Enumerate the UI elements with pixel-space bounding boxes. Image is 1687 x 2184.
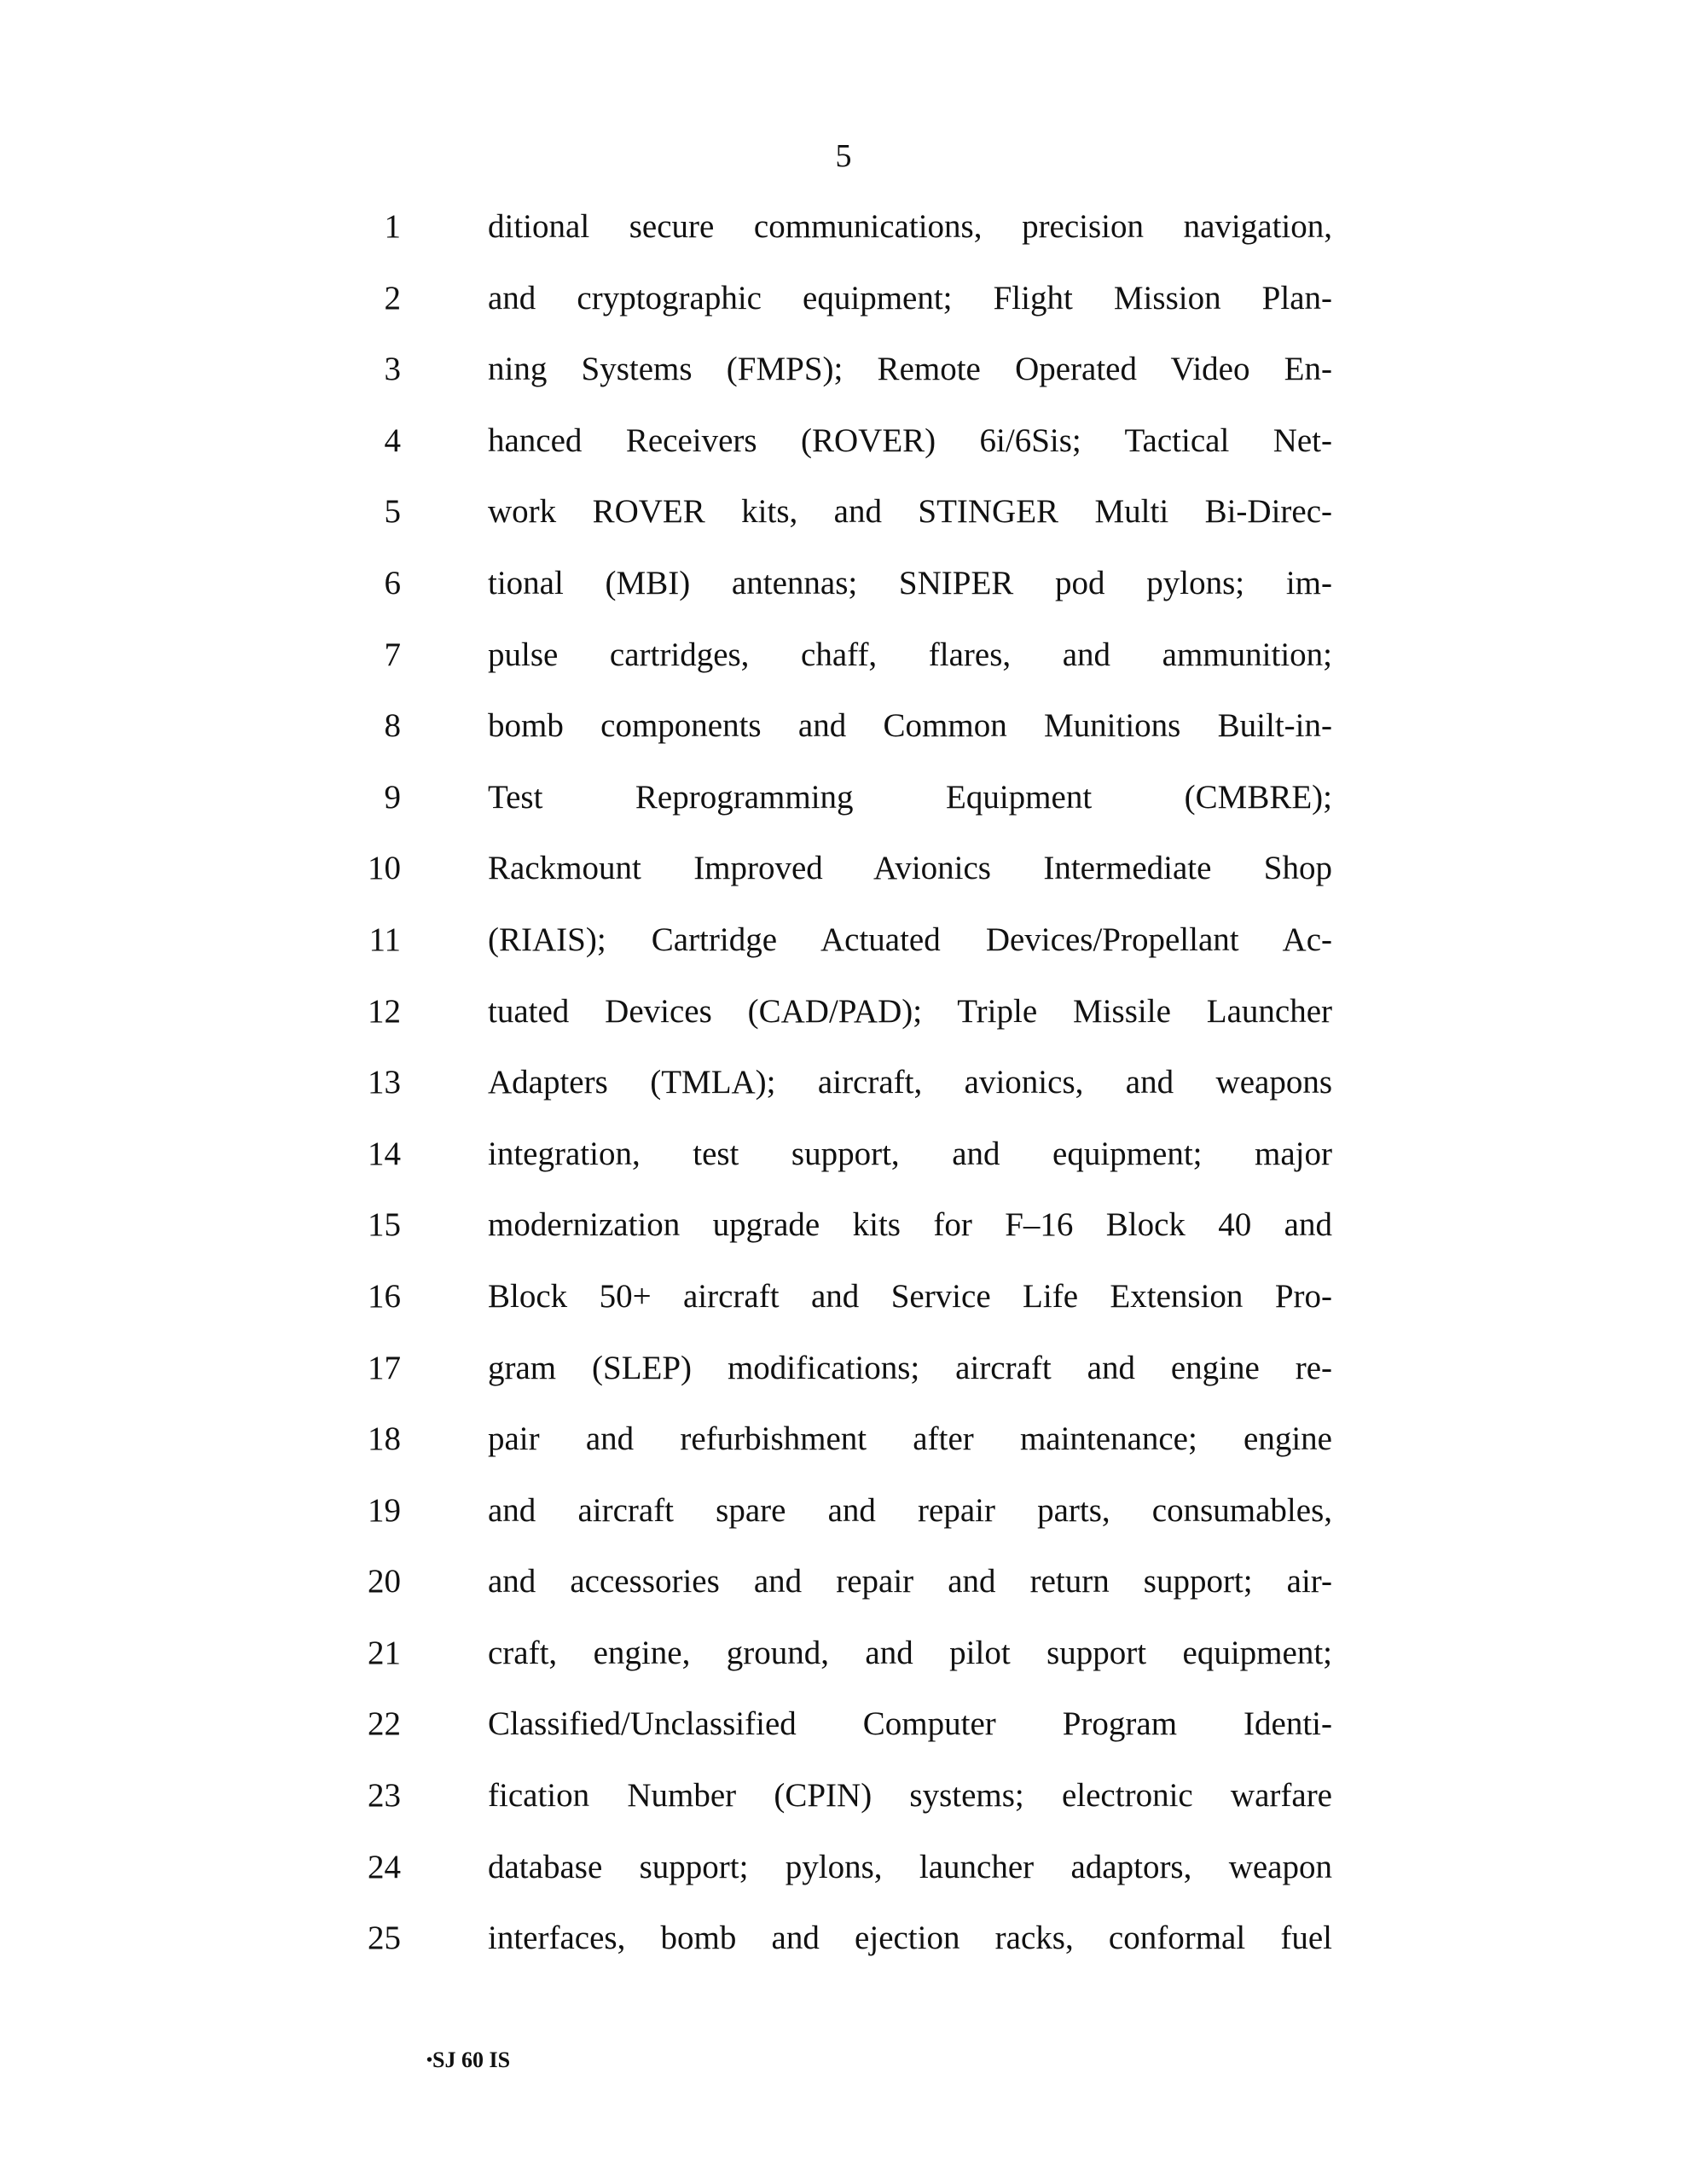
line-text: Test Reprogramming Equipment (CMBRE);: [488, 778, 1332, 816]
line-number: 7: [384, 636, 401, 673]
line-text: integration, test support, and equipment; major: [488, 1135, 1332, 1172]
bill-line: [0, 1125, 1687, 1197]
line-number: 15: [368, 1206, 401, 1244]
bill-line: [0, 483, 1687, 555]
line-text: craft, engine, ground, and pilot support equipment;: [488, 1634, 1332, 1671]
line-text: Classified/Unclassified Computer Program Identi-: [488, 1705, 1332, 1743]
line-number: 25: [368, 1920, 401, 1957]
bill-line: [0, 911, 1687, 983]
line-number: 19: [368, 1491, 401, 1529]
line-text: tuated Devices (CAD/PAD); Triple Missile Launcher: [488, 992, 1332, 1030]
bill-line: [0, 555, 1687, 626]
bill-line: [0, 1624, 1687, 1696]
bill-line: [0, 1339, 1687, 1411]
line-number: 5: [384, 493, 401, 531]
line-text: gram (SLEP) modifications; aircraft and engine re-: [488, 1349, 1332, 1386]
line-number: 16: [368, 1277, 401, 1315]
line-text: and aircraft spare and repair parts, consumables,: [488, 1491, 1332, 1529]
line-text: database support; pylons, launcher adaptors, weapon: [488, 1848, 1332, 1885]
line-number: 6: [384, 564, 401, 601]
bill-text-body: [0, 198, 1687, 1981]
line-text: and accessories and repair and return support; air-: [488, 1563, 1332, 1600]
line-number: 14: [368, 1135, 401, 1172]
bill-identifier: SJ 60 IS: [432, 2048, 511, 2072]
line-text: pulse cartridges, chaff, flares, and ammunition;: [488, 636, 1332, 673]
bill-line: [0, 626, 1687, 698]
line-text: interfaces, bomb and ejection racks, conformal fuel: [488, 1920, 1332, 1957]
line-text: fication Number (CPIN) systems; electronic warfare: [488, 1777, 1332, 1815]
bill-line: [0, 1767, 1687, 1838]
bill-line: [0, 839, 1687, 911]
bill-line: [0, 1482, 1687, 1554]
bill-footer: [426, 2046, 510, 2075]
line-number: 13: [368, 1064, 401, 1101]
line-number: 20: [368, 1563, 401, 1600]
bill-line: [0, 1553, 1687, 1624]
bill-line: [0, 1268, 1687, 1339]
line-number: 1: [384, 208, 401, 245]
line-number: 22: [368, 1705, 401, 1743]
bill-line: [0, 1196, 1687, 1268]
line-number: 3: [384, 351, 401, 388]
bill-line: [0, 1695, 1687, 1767]
bill-line: [0, 697, 1687, 769]
line-number: 17: [368, 1349, 401, 1386]
line-text: pair and refurbishment after maintenance; engine: [488, 1420, 1332, 1458]
bill-line: [0, 198, 1687, 270]
bill-line: [0, 412, 1687, 484]
bill-line: [0, 769, 1687, 840]
line-number: 4: [384, 421, 401, 459]
line-number: 10: [368, 850, 401, 887]
line-text: Rackmount Improved Avionics Intermediate Shop: [488, 850, 1332, 887]
bill-line: [0, 983, 1687, 1054]
line-text: tional (MBI) antennas; SNIPER pod pylons; im-: [488, 564, 1332, 601]
line-number: 18: [368, 1420, 401, 1458]
bill-line: [0, 1838, 1687, 1910]
bill-line: [0, 1909, 1687, 1981]
line-number: 23: [368, 1777, 401, 1815]
bullet-icon: •: [426, 2051, 433, 2070]
line-number: 9: [384, 778, 401, 816]
line-number: 8: [384, 707, 401, 745]
line-number: 24: [368, 1848, 401, 1885]
line-text: and cryptographic equipment; Flight Mission Plan-: [488, 279, 1332, 317]
line-text: ning Systems (FMPS); Remote Operated Video En-: [488, 351, 1332, 388]
bill-line: [0, 340, 1687, 412]
line-text: Adapters (TMLA); aircraft, avionics, and weapons: [488, 1064, 1332, 1101]
bill-line: [0, 1054, 1687, 1125]
bill-line: [0, 270, 1687, 341]
line-text: modernization upgrade kits for F–16 Block 40 and: [488, 1206, 1332, 1244]
line-number: 12: [368, 992, 401, 1030]
page-number: 5: [835, 138, 852, 174]
bill-line: [0, 1410, 1687, 1482]
line-text: Block 50+ aircraft and Service Life Extension Pro-: [488, 1277, 1332, 1315]
line-text: work ROVER kits, and STINGER Multi Bi-Direc-: [488, 493, 1332, 531]
line-number: 2: [384, 279, 401, 317]
line-number: 21: [368, 1634, 401, 1671]
line-number: 11: [368, 921, 401, 958]
line-text: ditional secure communications, precision navigation,: [488, 208, 1332, 245]
line-text: bomb components and Common Munitions Built-in-: [488, 707, 1332, 745]
line-text: (RIAIS); Cartridge Actuated Devices/Propellant Ac-: [488, 921, 1332, 958]
line-text: hanced Receivers (ROVER) 6i/6Sis; Tactical Net-: [488, 421, 1332, 459]
